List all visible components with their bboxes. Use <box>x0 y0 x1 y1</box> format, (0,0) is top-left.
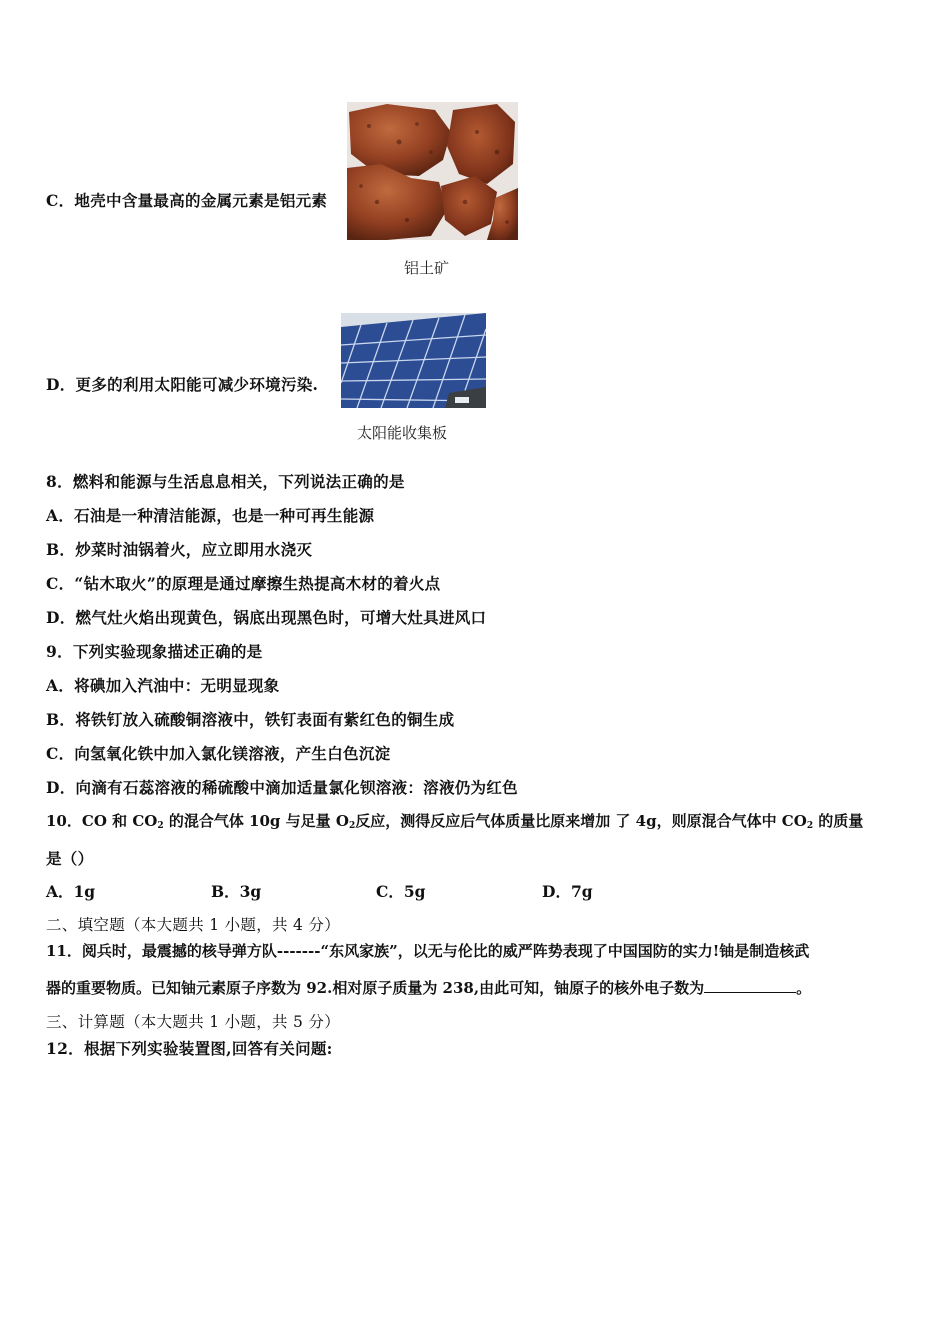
q10-stem-continued: 是（） <box>46 849 94 868</box>
q8-option-a: A．石油是一种清洁能源，也是一种可再生能源 <box>46 506 375 525</box>
q10-stem: 10．CO 和 $CO_2$ 的混合气体 10g 与足量 $O_2$反应，测得反应后气体质量比原来增加 了 4g，则原混合气体中 $CO_2$ 的质量 <box>46 812 864 831</box>
solar-panel-caption: 太阳能收集板 <box>357 424 448 442</box>
q9-option-a: A．将碘加入汽油中：无明显现象 <box>46 676 280 695</box>
q8-option-b: B．炒菜时油锅着火，应立即用水浇灭 <box>46 540 313 559</box>
q9-option-b: B．将铁钉放入硫酸铜溶液中，铁钉表面有紫红色的铜生成 <box>46 710 455 729</box>
q9-option-d: D．向滴有石蕊溶液的稀硫酸中滴加适量氯化钡溶液：溶液仍为红色 <box>46 778 518 797</box>
q11-line2: 器的重要物质。已知铀元素原子序数为 92.相对原子质量为 238,由此可知，铀原子的核外电子数为 。 <box>46 979 812 997</box>
section2-heading: 二、填空题（本大题共 1 小题，共 4 分） <box>46 916 341 934</box>
q10-option-a: A．1g <box>46 882 96 901</box>
q8-option-d: D．燃气灶火焰出现黄色，锅底出现黑色时，可增大灶具进风口 <box>46 608 487 627</box>
solar-panel-image <box>341 313 486 408</box>
q9-stem: 9．下列实验现象描述正确的是 <box>46 642 263 661</box>
section3-heading: 三、计算题（本大题共 1 小题，共 5 分） <box>46 1013 341 1031</box>
q7-option-c: C．地壳中含量最高的金属元素是铝元素 <box>46 191 328 210</box>
q10-option-c: C．5g <box>376 882 426 901</box>
bauxite-image <box>347 102 518 240</box>
q11-answer-blank <box>704 980 796 993</box>
q7-option-d: D．更多的利用太阳能可减少环境污染. <box>46 375 319 394</box>
q10-option-b: B．3g <box>211 882 262 901</box>
q12-stem: 12．根据下列实验装置图,回答有关问题: <box>46 1039 333 1058</box>
q11-line1: 11．阅兵时，最震撼的核导弹方队-------“东风家族”，以无与伦比的威严阵势表现了中国国防的实力!铀是制造核武 <box>46 942 810 960</box>
bauxite-caption: 铝土矿 <box>404 259 450 277</box>
q8-stem: 8．燃料和能源与生活息息相关，下列说法正确的是 <box>46 472 405 491</box>
q9-option-c: C．向氢氧化铁中加入氯化镁溶液，产生白色沉淀 <box>46 744 391 763</box>
q8-option-c: C．“钻木取火”的原理是通过摩擦生热提高木材的着火点 <box>46 574 441 593</box>
q10-option-d: D．7g <box>542 882 593 901</box>
